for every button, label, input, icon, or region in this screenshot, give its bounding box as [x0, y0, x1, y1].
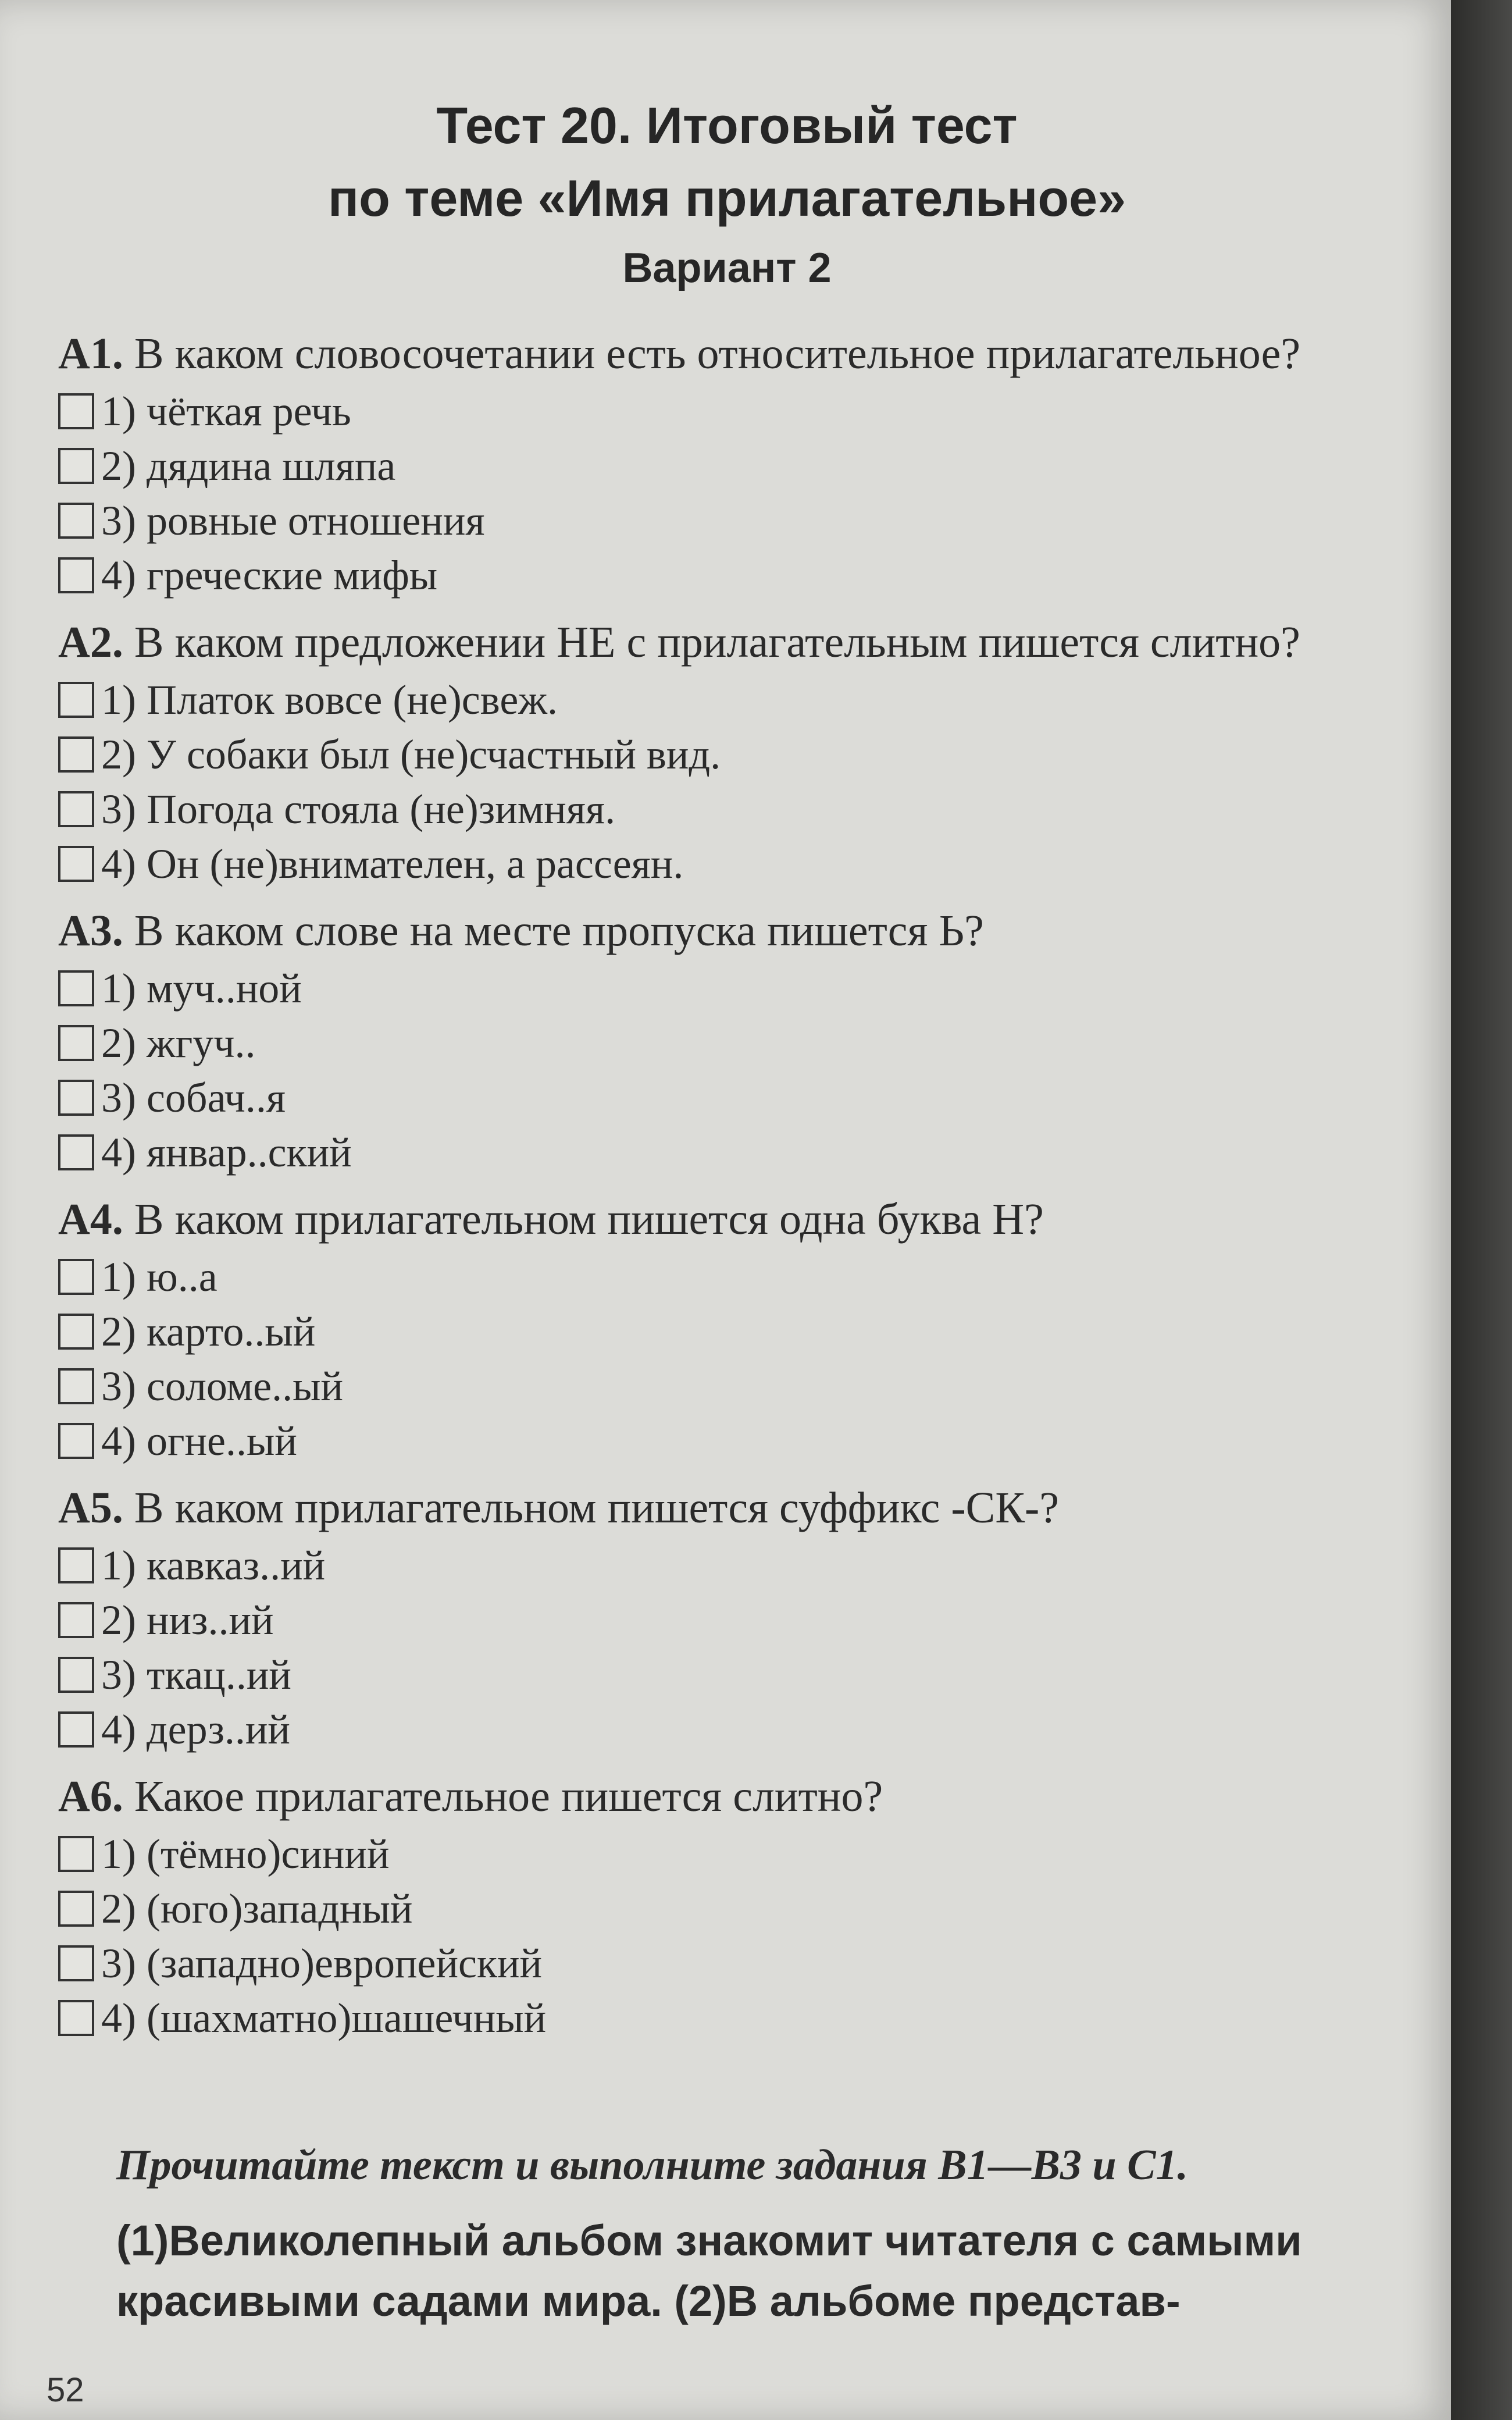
question-6 — [58, 1768, 1384, 2045]
answer-option[interactable] — [58, 1414, 1384, 1468]
checkbox-icon[interactable] — [58, 2000, 94, 2036]
answer-option[interactable] — [58, 1936, 1384, 1991]
option-label: 1) чёткая речь — [101, 388, 351, 435]
question-number: A5. — [58, 1483, 123, 1532]
option-label: 1) Платок вовсе (не)свеж. — [101, 677, 558, 723]
checkbox-icon[interactable] — [58, 1602, 94, 1638]
question-prompt: Какое прилагательное пишется слитно? — [123, 1772, 883, 1821]
option-label: 1) муч..ной — [101, 965, 302, 1012]
answer-option[interactable] — [58, 1647, 1384, 1702]
questions-list — [58, 326, 1384, 2057]
checkbox-icon[interactable] — [58, 1080, 94, 1116]
checkbox-icon[interactable] — [58, 736, 94, 773]
answer-option[interactable] — [58, 1070, 1384, 1125]
option-label: 4) греческие мифы — [101, 552, 438, 599]
option-label: 2) (юго)западный — [101, 1885, 413, 1932]
checkbox-icon[interactable] — [58, 846, 94, 882]
checkbox-icon[interactable] — [58, 1025, 94, 1061]
question-prompt: В каком прилагательном пишется одна буква Н? — [123, 1195, 1044, 1244]
question-4 — [58, 1191, 1384, 1468]
answer-option[interactable] — [58, 1016, 1384, 1070]
checkbox-icon[interactable] — [58, 1711, 94, 1748]
question-text — [58, 1768, 1384, 1824]
answer-option[interactable] — [58, 439, 1384, 493]
option-label: 4) (шахматно)шашечный — [101, 1995, 547, 2041]
answer-option[interactable] — [58, 1881, 1384, 1936]
answer-option[interactable] — [58, 1538, 1384, 1593]
option-label: 2) дядина шляпа — [101, 443, 396, 489]
checkbox-icon[interactable] — [58, 1259, 94, 1295]
answer-option[interactable] — [58, 961, 1384, 1016]
question-number: A2. — [58, 618, 123, 667]
checkbox-icon[interactable] — [58, 557, 94, 593]
checkbox-icon[interactable] — [58, 1836, 94, 1872]
question-prompt: В каком словосочетании есть относительное прилагательное? — [123, 329, 1301, 378]
checkbox-icon[interactable] — [58, 1134, 94, 1170]
checkbox-icon[interactable] — [58, 1891, 94, 1927]
option-label: 2) низ..ий — [101, 1597, 274, 1643]
checkbox-icon[interactable] — [58, 1423, 94, 1459]
question-text — [58, 1191, 1384, 1247]
option-label: 4) огне..ый — [101, 1418, 297, 1464]
option-label: 2) У собаки был (не)счастный вид. — [101, 731, 721, 778]
question-3 — [58, 903, 1384, 1180]
answer-option[interactable] — [58, 384, 1384, 439]
question-5 — [58, 1480, 1384, 1757]
question-number: A1. — [58, 329, 123, 378]
instruction: Прочитайте текст и выполните задания B1—B3 и C1. — [116, 2141, 1188, 2189]
checkbox-icon[interactable] — [58, 503, 94, 539]
answer-option[interactable] — [58, 782, 1384, 837]
checkbox-icon[interactable] — [58, 791, 94, 827]
option-label: 3) (западно)европейский — [101, 1940, 543, 1987]
question-prompt: В каком прилагательном пишется суффикс -СК-? — [123, 1483, 1060, 1532]
option-label: 1) ю..а — [101, 1254, 217, 1300]
reading-passage: (1)Великолепный альбом знакомит читателя с самыми красивыми садами мира. (2)В альбоме представ- — [116, 2216, 1302, 2325]
option-label: 3) соломе..ый — [101, 1363, 343, 1410]
question-number: A3. — [58, 906, 123, 955]
option-label: 3) ровные отношения — [101, 497, 485, 544]
question-1 — [58, 326, 1384, 603]
question-2 — [58, 614, 1384, 891]
checkbox-icon[interactable] — [58, 970, 94, 1006]
question-text — [58, 1480, 1384, 1536]
test-title: Тест 20. Итоговый тест — [436, 97, 1018, 154]
answer-option[interactable] — [58, 1991, 1384, 2045]
checkbox-icon[interactable] — [58, 1657, 94, 1693]
answer-option[interactable] — [58, 1827, 1384, 1881]
question-prompt: В каком слове на месте пропуска пишется Ь? — [123, 906, 984, 955]
page-number: 52 — [47, 2371, 84, 2409]
option-label: 2) жгуч.. — [101, 1020, 256, 1066]
answer-option[interactable] — [58, 1702, 1384, 1757]
variant-label: Вариант 2 — [622, 245, 832, 291]
option-label: 4) дерз..ий — [101, 1706, 290, 1753]
option-label: 4) январ..ский — [101, 1129, 352, 1176]
answer-option[interactable] — [58, 1593, 1384, 1647]
option-label: 1) кавказ..ий — [101, 1542, 326, 1589]
option-label: 1) (тёмно)синий — [101, 1831, 390, 1877]
answer-option[interactable] — [58, 1125, 1384, 1180]
checkbox-icon[interactable] — [58, 1314, 94, 1350]
option-label: 4) Он (не)внимателен, а рассеян. — [101, 841, 684, 887]
page-edge-shadow — [1451, 0, 1512, 2420]
option-label: 2) карто..ый — [101, 1308, 316, 1355]
option-label: 3) Погода стояла (не)зимняя. — [101, 786, 616, 832]
option-label: 3) собач..я — [101, 1074, 286, 1121]
question-text — [58, 326, 1384, 382]
answer-option[interactable] — [58, 837, 1384, 891]
test-topic: по теме «Имя прилагательное» — [327, 169, 1126, 227]
question-text — [58, 903, 1384, 959]
checkbox-icon[interactable] — [58, 682, 94, 718]
answer-option[interactable] — [58, 1304, 1384, 1359]
option-label: 3) ткац..ий — [101, 1652, 291, 1698]
answer-option[interactable] — [58, 493, 1384, 548]
answer-option[interactable] — [58, 1359, 1384, 1414]
question-prompt: В каком предложении НЕ с прилагательным пишется слитно? — [123, 618, 1300, 667]
checkbox-icon[interactable] — [58, 1547, 94, 1583]
checkbox-icon[interactable] — [58, 448, 94, 484]
checkbox-icon[interactable] — [58, 393, 94, 429]
checkbox-icon[interactable] — [58, 1945, 94, 1981]
checkbox-icon[interactable] — [58, 1368, 94, 1404]
question-number: A6. — [58, 1772, 123, 1821]
answer-option[interactable] — [58, 1250, 1384, 1304]
answer-option[interactable] — [58, 548, 1384, 603]
question-text — [58, 614, 1384, 670]
answer-option[interactable] — [58, 672, 1384, 727]
question-number: A4. — [58, 1195, 123, 1244]
answer-option[interactable] — [58, 727, 1384, 782]
